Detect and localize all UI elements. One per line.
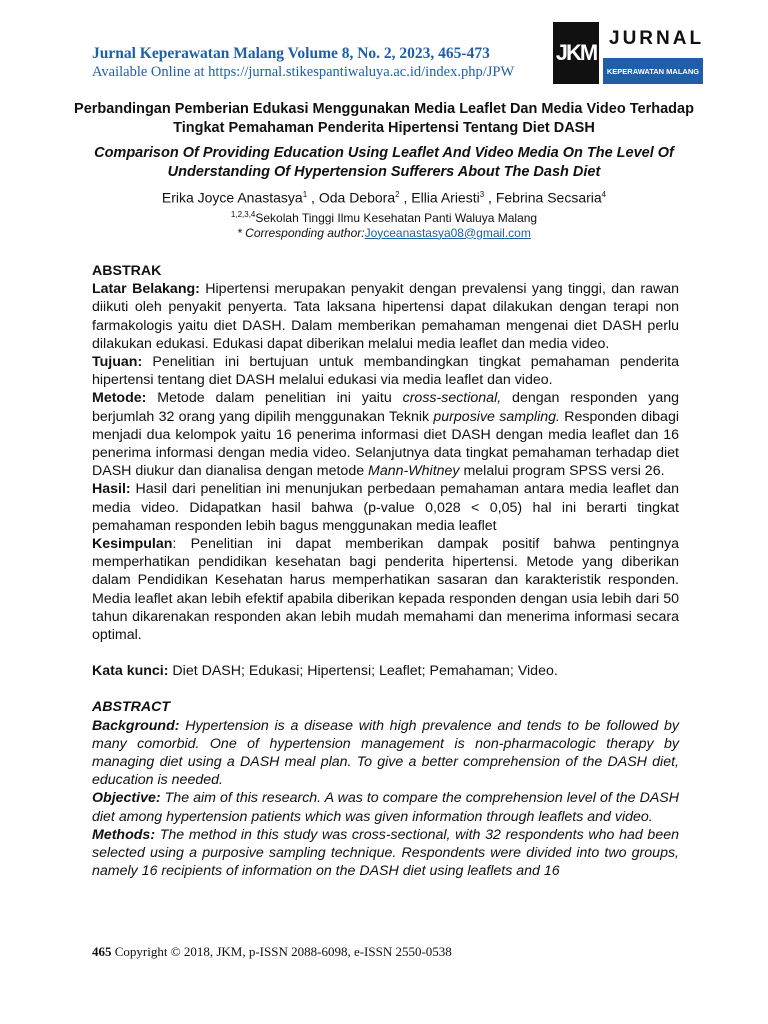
author-sep: , [399, 189, 412, 206]
metode-text: dengan responden yang berjumlah 32 orang yang dipilih menggunakan Teknik [92, 390, 679, 425]
abstract-body [92, 262, 679, 881]
kesimpulan-text: : Penelitian ini dapat memberikan dampak positif bahwa pentingnya memperhatikan pendidikan kesehatan bagi penderita hipertensi. Metode yang diberikan dalam Pendidikan Kesehatan harus memperhatikan sasaran dan karakteristik responden. Media leaflet akan lebih efektif apabila diberikan kepada responden dengan usia lebih dari 50 tahun dikarenakan responden akan lebih mudah memahami dan menerima informasi secara optimal. [92, 536, 679, 644]
tujuan-paragraph [92, 353, 679, 389]
keywords-paragraph [92, 662, 679, 680]
keywords-text: Diet DASH; Edukasi; Hipertensi; Leaflet; Pemahaman; Video. [168, 663, 558, 680]
latar-label: Latar Belakang: [92, 281, 200, 298]
metode-italic: purposive sampling. [433, 408, 560, 425]
author-sep: , [307, 189, 319, 206]
metode-text: Metode dalam penelitian ini yaitu [146, 390, 403, 407]
metode-italic: Mann-Whitney [368, 463, 460, 480]
corresponding-email-link[interactable]: Joyceanastasya08@gmail.com [364, 225, 531, 240]
methods-label: Methods: [92, 826, 156, 843]
metode-italic: cross-sectional, [402, 390, 502, 407]
hasil-text: Hasil dari penelitian ini menunjukan perbedaan pemahaman antara media leaflet dan media video. Didapatkan hasil bahwa (p-value 0,028 < 0,05) hal ini berarti tingkat pemahaman responden lebih bagus menggunakan media leaflet [92, 481, 679, 534]
objective-paragraph [92, 789, 679, 825]
page-number: 465 [92, 944, 112, 959]
title-indonesian: Perbandingan Pemberian Edukasi Menggunakan Media Leaflet Dan Media Video Terhadap Tingkat Pemahaman Penderita Hipertensi Tentang Diet DASH [74, 101, 694, 136]
metode-label: Metode: [92, 390, 147, 407]
title-block [70, 100, 698, 241]
jkm-logo [553, 22, 703, 84]
keywords-label: Kata kunci: [92, 663, 169, 680]
author-sep: , [484, 189, 496, 206]
objective-text: The aim of this research. A was to compare the comprehension level of the DASH diet among hypertension patients which was given information through leaflets and video. [92, 790, 679, 825]
hasil-paragraph [92, 480, 679, 535]
affiliation [70, 207, 698, 226]
affiliation-sup: 1,2,3,4 [230, 209, 256, 219]
background-text: Hypertension is a disease with high prevalence and tends to be followed by many comorbid. One of hypertension management is non-pharmacologic therapy by managing diet using a DASH meal plan. To give a better comprehension of the DASH diet, education is needed. [92, 717, 679, 789]
author-sup: 4 [601, 190, 607, 199]
abstract-heading: ABSTRACT [92, 699, 171, 716]
background-paragraph [92, 717, 679, 790]
metode-paragraph [92, 389, 679, 480]
journal-citation: Jurnal Keperawatan Malang Volume 8, No. 2, 2023, 465-473 [92, 45, 490, 62]
logo-word: JURNAL [609, 28, 705, 49]
affiliation-text: Sekolah Tinggi Ilmu Kesehatan Panti Waluya Malang [255, 210, 538, 225]
author-name: Erika Joyce Anastasya [161, 189, 303, 206]
tujuan-label: Tujuan: [92, 354, 143, 371]
page-footer [92, 944, 452, 960]
metode-text: melalui program SPSS versi 26. [459, 463, 665, 480]
author-sup: 1 [302, 190, 308, 199]
author-name: Febrina Secsaria [495, 189, 602, 206]
author-sup: 2 [395, 190, 400, 199]
objective-label: Objective: [92, 790, 161, 807]
corresponding-label: * Corresponding author: [237, 225, 365, 240]
title-english: Comparison Of Providing Education Using Leaflet And Video Media On The Level Of Understanding Of Hypertension Sufferers About The Dash Diet [94, 145, 674, 180]
author-name: Ellia Ariesti [411, 189, 480, 206]
author-list [70, 186, 698, 207]
methods-paragraph [92, 826, 679, 881]
metode-text: Responden dibagi menjadi dua kelompok yaitu 16 penerima informasi diet DASH dengan media leaflet dan 16 penerima informasi dengan media video. Selanjutnya data tingkat pemahaman terhadap diet DASH diukur dan dianalisa dengan metode [92, 408, 679, 480]
latar-text: Hipertensi merupakan penyakit dengan prevalensi yang tinggi, dan rawan diikuti oleh penyakit penyerta. Tata laksana hipertensi dapat dilakukan dengan terapi non farmakologis yaitu diet DASH. Dalam memberikan pemahaman mengenai diet DASH perlu dilakukan edukasi. Edukasi dapat diberikan melalui media leaflet dan media video. [92, 281, 679, 352]
kesimpulan-paragraph [92, 535, 679, 644]
corresponding-author [70, 226, 698, 241]
latar-paragraph [92, 280, 679, 353]
methods-text: The method in this study was cross-sectional, with 32 respondents who had been selected using a purposive sampling technique. Respondents were divided into two groups, namely 16 recipients of information on the DASH diet using leaflets and 16 [92, 826, 679, 880]
author-name: Oda Debora [318, 189, 396, 206]
availability-url[interactable]: Available Online at https://jurnal.stikespantiwaluya.ac.id/index.php/JPW [92, 64, 515, 80]
journal-header [92, 45, 514, 81]
background-label: Background: [92, 717, 180, 734]
author-sup: 3 [479, 190, 485, 199]
abstrak-heading: ABSTRAK [92, 263, 162, 279]
logo-band: KEPERAWATAN MALANG [603, 58, 703, 84]
logo-mark: JKM [553, 22, 599, 84]
tujuan-text: Penelitian ini bertujuan untuk membandingkan tingkat pemahaman penderita hipertensi tentang diet DASH melalui edukasi via media leaflet dan video. [92, 354, 679, 389]
copyright-text: Copyright © 2018, JKM, p-ISSN 2088-6098, e-ISSN 2550-0538 [111, 944, 452, 959]
hasil-label: Hasil: [92, 481, 131, 498]
kesimpulan-label: Kesimpulan [92, 536, 173, 553]
